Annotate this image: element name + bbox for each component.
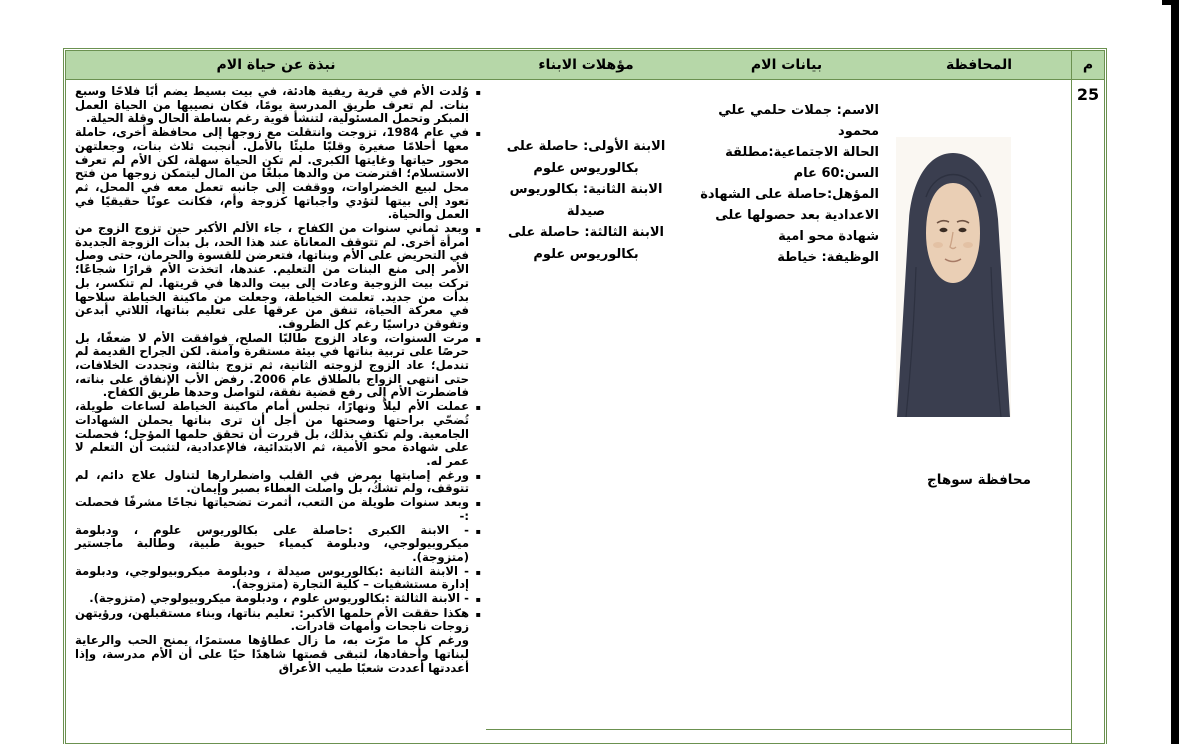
bio-paragraph <box>75 126 481 222</box>
mother-info-line: الحالة الاجتماعية:مطلقة <box>725 145 879 160</box>
bio-paragraph-text: - الابنة الثالثة :بكالوريوس علوم ، ودبلومة ميكروبيولوجي (متزوجة). <box>89 591 469 606</box>
bullet-icon: ▪ <box>475 334 481 344</box>
bio-paragraph-text: ورغم إصابتها بمرض في القلب واضطرارها لتناول علاج دائم، لم تتوقف، ولم تشكُ، بل واصلت العطاء بصبر وإيمان. <box>75 467 469 496</box>
scan-edge-notch <box>1162 0 1179 5</box>
mother-bio-list <box>66 80 486 675</box>
bio-paragraph <box>75 496 481 523</box>
header-mother-bio-label: نبذة عن حياة الام <box>216 57 336 73</box>
bullet-icon: ▪ <box>475 225 481 235</box>
bullet-icon: ▪ <box>475 88 481 97</box>
cell-serial <box>1072 80 1104 743</box>
mother-photo <box>896 137 1011 417</box>
column-mother-bio <box>66 51 486 743</box>
bio-paragraph-text: وبعد سنوات طويلة من التعب، أثمرت تضحياتها نجاحًا مشرفًا فحصلت :- <box>75 495 469 523</box>
column-governorate <box>887 51 1071 743</box>
header-governorate <box>887 51 1071 80</box>
governorate-name: محافظة سوهاج <box>927 472 1031 488</box>
bio-paragraph <box>75 524 481 565</box>
bio-paragraph-text: في عام 1984، تزوجت وانتقلت مع زوجها إلى محافظة أخرى، حاملة معها أحلامًا صغيرة وقلبًا مليئًا بالأمل. أنجبت ثلاث بنات، وجعلتهن محور حياتها وغايتها الكبرى. لم تكن الحياة سهلة، لكن الأم لم تعرف الاستسلام؛ اقترضت من والدها مبلغًا من المال ليتمكن زوجها من فتح محل لبيع الخضراوات، ووقفت إلى جانبه تعمل معه في المحل، ثم تعود إلى بيتها لتؤدي واجباتها كزوجة وأم، فكانت عونًا حقيقيًا في العمل والحياة. <box>75 125 469 222</box>
bio-paragraph <box>75 607 481 634</box>
bio-paragraph-text: عملت الأم ليلاً ونهارًا، تجلس أمام ماكينة الخياطة لساعات طويلة، تُضحّي براحتها وصحتها من أجل أن ترى بناتها يحملن الشهادات الجامعية. ولم تكتفِ بذلك، بل قررت أن تحقق حلمها المؤجل؛ فحصلت على شهادة محو الأمية، ثم الابتدائية، فالإعدادية، لتثبت أن التعلم لا عمر له. <box>75 399 469 468</box>
bio-paragraph <box>75 592 481 607</box>
bio-paragraph <box>75 85 481 126</box>
cell-governorate-empty <box>887 730 1071 743</box>
bullet-icon: ▪ <box>475 129 481 139</box>
bio-paragraph-text: - الابنة الكبرى :حاصلة على بكالوريوس علوم ، ودبلومة ميكروبيولوجي، ودبلومة كيمياء حيوية طبية، وطالبة ماجستير (متزوجة). <box>75 522 469 564</box>
bio-paragraph <box>75 634 481 675</box>
cell-mother-bio <box>66 80 486 743</box>
scan-edge-strip <box>1171 0 1179 744</box>
bio-paragraph <box>75 222 481 332</box>
child-qualification: الابنة الأولى: حاصلة على بكالوريوس علوم <box>506 139 666 176</box>
bullet-icon: ▪ <box>475 609 481 619</box>
bullet-icon: ▪ <box>475 526 481 536</box>
children-qualifications-list <box>486 80 686 265</box>
bullet-icon: ▪ <box>475 499 481 509</box>
column-children-qualifications <box>486 51 686 743</box>
bio-paragraph-text: - الابنة الثانية :بكالوريوس صيدلة ، ودبلومة ميكروبيولوجي، ودبلومة إدارة مستشفيات – كلية التجارة (متزوجة). <box>75 563 469 592</box>
child-qualification: الابنة الثالثة: حاصلة على بكالوريوس علوم <box>508 225 664 262</box>
mothers-table <box>65 50 1105 744</box>
bio-paragraph-text: مرت السنوات، وعاد الزوج طالبًا الصلح، فوافقت الأم لا ضعفًا، بل حرصًا على تربية بناتها في بيئة مستقرة وآمنة. لكن الجراح القديمة لم تندمل؛ عاد الزوج لزوجته الثانية، ثم تزوج بثالثة، وتجددت الخلافات، حتى انتهى الزواج بالطلاق عام 2006. رفض الأب الإنفاق على بناته، فاضطرت الأم إلى رفع قضية نفقة، لتواصل وحدها طريق الكفاح. <box>75 330 469 400</box>
header-mother-info-label: بيانات الام <box>750 57 823 73</box>
bio-paragraph-text: وبعد ثماني سنوات من الكفاح ، جاء الألم الأكبر حين تزوج الزوج من امرأة أخرى. لم تتوقف المعاناة عند هذا الحد، بل بدأت الزوجة الجديدة في التحريض على الأم وبناتها، فتعرضن للقسوة والحرمان، حتى وصل الأمر إلى منع البنات من التعليم. عندها، اتخذت الأم قرارًا شجاعًا؛ تركت بيت الزوجية وعادت إلى بيت والدها في قريتها. لم تنكسر، بل بدأت من جديد. تعلمت الخياطة، وجعلت من ماكينة الخياطة سلاحها في معركة الحياة، تنفق من عرقها على تعليم بناتها، اللاتي أبدعن وتفوقن دراسيًا رغم كل الظروف. <box>75 221 469 331</box>
cell-governorate <box>887 80 1071 730</box>
header-governorate-label: المحافظة <box>945 57 1013 73</box>
cell-children-empty <box>486 730 686 743</box>
bio-paragraph-text: وُلدت الأم في قرية ريفية هادئة، في بيت بسيط يضم أبًا فلاحًا وسبع بنات. لم تعرف طريق المدرسة يومًا، فكان نصيبها من الحياة العمل المبكر وتحمل المسئولية، لتنشأ قوية رغم بساطة الحال وقلة الحيلة. <box>75 84 469 126</box>
cell-mother-info-empty <box>686 730 887 743</box>
header-mother-info <box>686 51 887 80</box>
cell-children-qualifications <box>486 80 686 730</box>
column-serial <box>1071 51 1104 743</box>
cell-mother-info <box>686 80 887 730</box>
serial-number: 25 <box>1076 85 1100 104</box>
column-mother-info <box>686 51 887 743</box>
bullet-icon: ▪ <box>475 595 481 605</box>
header-children-qualifications <box>486 51 686 80</box>
header-children-qualifications-label: مؤهلات الابناء <box>538 57 634 73</box>
header-serial-label: م <box>1082 57 1094 73</box>
bio-paragraph <box>75 332 481 401</box>
bullet-icon <box>469 634 481 675</box>
mother-info-line: المؤهل:حاصلة على الشهادة الاعدادية بعد حصولها على شهادة محو امية <box>700 187 879 244</box>
bio-paragraph <box>75 400 481 469</box>
mother-info-line: الوظيفة: خياطة <box>777 250 879 265</box>
child-qualification: الابنة الثانية: بكالوريوس صيدلة <box>509 182 663 219</box>
bullet-icon: ▪ <box>475 471 481 481</box>
bio-paragraph <box>75 565 481 592</box>
bullet-icon: ▪ <box>475 403 481 413</box>
header-mother-bio <box>66 51 486 80</box>
header-serial <box>1072 51 1104 80</box>
bio-paragraph-text: هكذا حققت الأم حلمها الأكبر: تعليم بناتها، وبناء مستقبلهن، ورؤيتهن زوجات ناجحات وأمهات قادرات. <box>75 605 469 634</box>
mother-info-line: السن:60 عام <box>793 166 879 181</box>
mother-info-lines <box>686 80 887 268</box>
bullet-icon: ▪ <box>475 567 481 577</box>
mother-portrait-icon <box>896 137 1011 417</box>
bio-paragraph <box>75 469 481 496</box>
mother-info-line: الاسم: جملات حلمي علي محمود <box>718 103 879 139</box>
bio-paragraph-text: ورغم كل ما مرّت به، ما زال عطاؤها مستمرًا، يمنح الحب والرعاية لبناتها وأحفادها، لتبقى قصتها شاهدًا حيًا على أن الأم مدرسة، وإذا أعددتها أعددت شعبًا طيب الأعراق <box>75 633 469 675</box>
